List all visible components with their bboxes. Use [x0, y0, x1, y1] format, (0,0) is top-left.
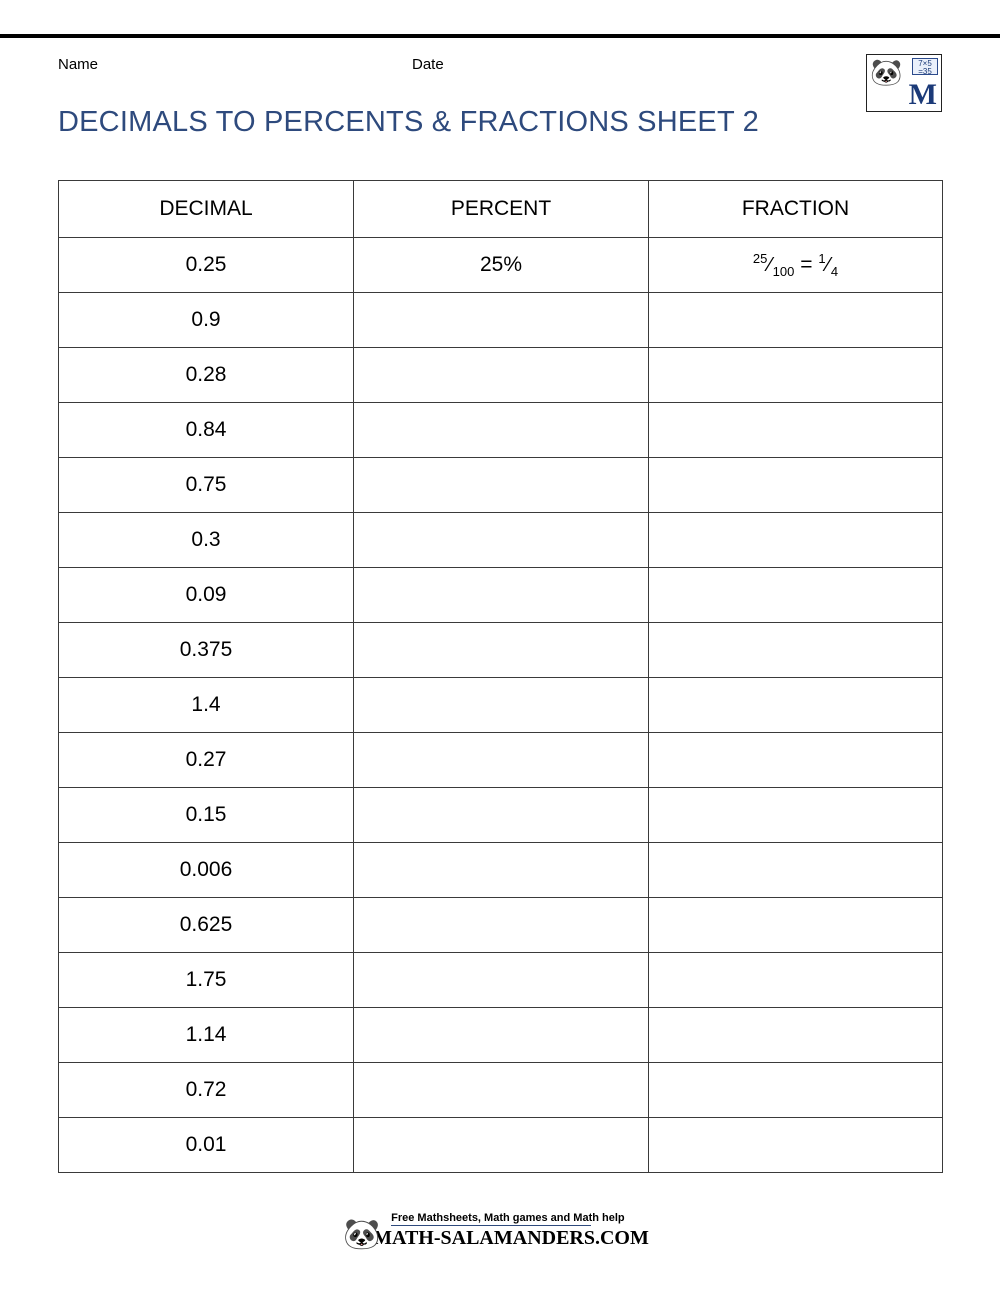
column-header-decimal: DECIMAL — [59, 181, 354, 238]
cell-fraction[interactable] — [649, 1008, 943, 1063]
fraction-slash-icon: ⁄ — [768, 253, 772, 276]
cell-fraction[interactable] — [649, 623, 943, 678]
cell-fraction[interactable] — [649, 238, 943, 293]
column-header-percent: PERCENT — [354, 181, 649, 238]
logo-letter: M — [908, 78, 937, 111]
footer-divider — [391, 1225, 591, 1226]
table-header-row — [59, 181, 943, 238]
cell-decimal: 0.9 — [59, 293, 354, 348]
badge-line-2: =35 — [918, 67, 932, 76]
cell-percent[interactable] — [354, 403, 649, 458]
multiplication-badge — [912, 58, 938, 75]
table-row — [59, 733, 943, 788]
cell-percent[interactable] — [354, 843, 649, 898]
table-row — [59, 238, 943, 293]
cell-fraction[interactable] — [649, 733, 943, 788]
cell-percent[interactable] — [354, 898, 649, 953]
footer-site-url: MATH-SALAMANDERS.COM — [373, 1227, 649, 1249]
cell-fraction[interactable] — [649, 568, 943, 623]
cell-percent[interactable] — [354, 678, 649, 733]
cell-percent[interactable] — [354, 1063, 649, 1118]
table-row — [59, 843, 943, 898]
salamander-icon: 🐼 — [870, 57, 901, 87]
cell-percent[interactable] — [354, 953, 649, 1008]
fraction-numerator: 25 — [752, 250, 768, 266]
cell-percent[interactable] — [354, 1118, 649, 1173]
table-row — [59, 403, 943, 458]
footer-branding — [343, 1212, 649, 1251]
cell-percent[interactable] — [354, 348, 649, 403]
cell-fraction[interactable] — [649, 1063, 943, 1118]
fraction-equals: = — [800, 252, 813, 276]
table-row — [59, 623, 943, 678]
cell-percent[interactable] — [354, 458, 649, 513]
fraction-denominator: 100 — [772, 264, 795, 280]
cell-percent[interactable] — [354, 293, 649, 348]
table-row — [59, 788, 943, 843]
table-row — [59, 513, 943, 568]
footer-tagline: Free Mathsheets, Math games and Math help — [391, 1212, 625, 1224]
cell-fraction[interactable] — [649, 458, 943, 513]
cell-decimal: 0.15 — [59, 788, 354, 843]
badge-line-1: 7×5 — [918, 59, 932, 68]
cell-fraction[interactable] — [649, 403, 943, 458]
table-row — [59, 1008, 943, 1063]
cell-decimal: 0.01 — [59, 1118, 354, 1173]
cell-decimal: 0.75 — [59, 458, 354, 513]
cell-fraction[interactable] — [649, 293, 943, 348]
column-header-fraction: FRACTION — [649, 181, 943, 238]
date-label: Date — [412, 56, 444, 73]
cell-fraction[interactable] — [649, 678, 943, 733]
table-row — [59, 348, 943, 403]
cell-decimal: 0.09 — [59, 568, 354, 623]
cell-percent[interactable] — [354, 623, 649, 678]
table-row — [59, 1063, 943, 1118]
cell-fraction[interactable] — [649, 513, 943, 568]
cell-percent[interactable] — [354, 733, 649, 788]
cell-decimal: 0.25 — [59, 238, 354, 293]
cell-decimal: 0.27 — [59, 733, 354, 788]
cell-decimal: 0.3 — [59, 513, 354, 568]
cell-decimal: 1.4 — [59, 678, 354, 733]
fraction-simple-numerator: 1 — [818, 250, 826, 266]
cell-fraction[interactable] — [649, 898, 943, 953]
cell-decimal: 0.375 — [59, 623, 354, 678]
decimals-percents-fractions-table — [58, 180, 943, 1173]
cell-percent[interactable] — [354, 1008, 649, 1063]
cell-decimal: 0.72 — [59, 1063, 354, 1118]
cell-percent[interactable]: 25% — [354, 238, 649, 293]
cell-fraction[interactable] — [649, 1118, 943, 1173]
cell-percent[interactable] — [354, 568, 649, 623]
page-title: DECIMALS TO PERCENTS & FRACTIONS SHEET 2 — [58, 106, 759, 138]
cell-decimal: 0.84 — [59, 403, 354, 458]
table-row — [59, 568, 943, 623]
cell-fraction[interactable] — [649, 348, 943, 403]
table-row — [59, 898, 943, 953]
table-row — [59, 1118, 943, 1173]
table-row — [59, 953, 943, 1008]
cell-decimal: 1.75 — [59, 953, 354, 1008]
cell-percent[interactable] — [354, 788, 649, 843]
fraction-slash-icon-2: ⁄ — [826, 253, 830, 276]
cell-percent[interactable] — [354, 513, 649, 568]
salamander-icon-footer: 🐼 — [343, 1218, 378, 1251]
table-row — [59, 293, 943, 348]
cell-fraction[interactable] — [649, 953, 943, 1008]
page-footer — [0, 1212, 1000, 1250]
name-label: Name — [58, 56, 99, 73]
cell-decimal: 1.14 — [59, 1008, 354, 1063]
math-salamanders-logo-icon — [866, 54, 942, 112]
worksheet-header — [0, 56, 1000, 86]
top-divider — [0, 34, 1000, 38]
table-row — [59, 458, 943, 513]
cell-decimal: 0.625 — [59, 898, 354, 953]
table-row — [59, 678, 943, 733]
cell-decimal: 0.28 — [59, 348, 354, 403]
cell-fraction[interactable] — [649, 843, 943, 898]
cell-decimal: 0.006 — [59, 843, 354, 898]
fraction-simple-denominator: 4 — [830, 264, 839, 280]
cell-fraction[interactable] — [649, 788, 943, 843]
